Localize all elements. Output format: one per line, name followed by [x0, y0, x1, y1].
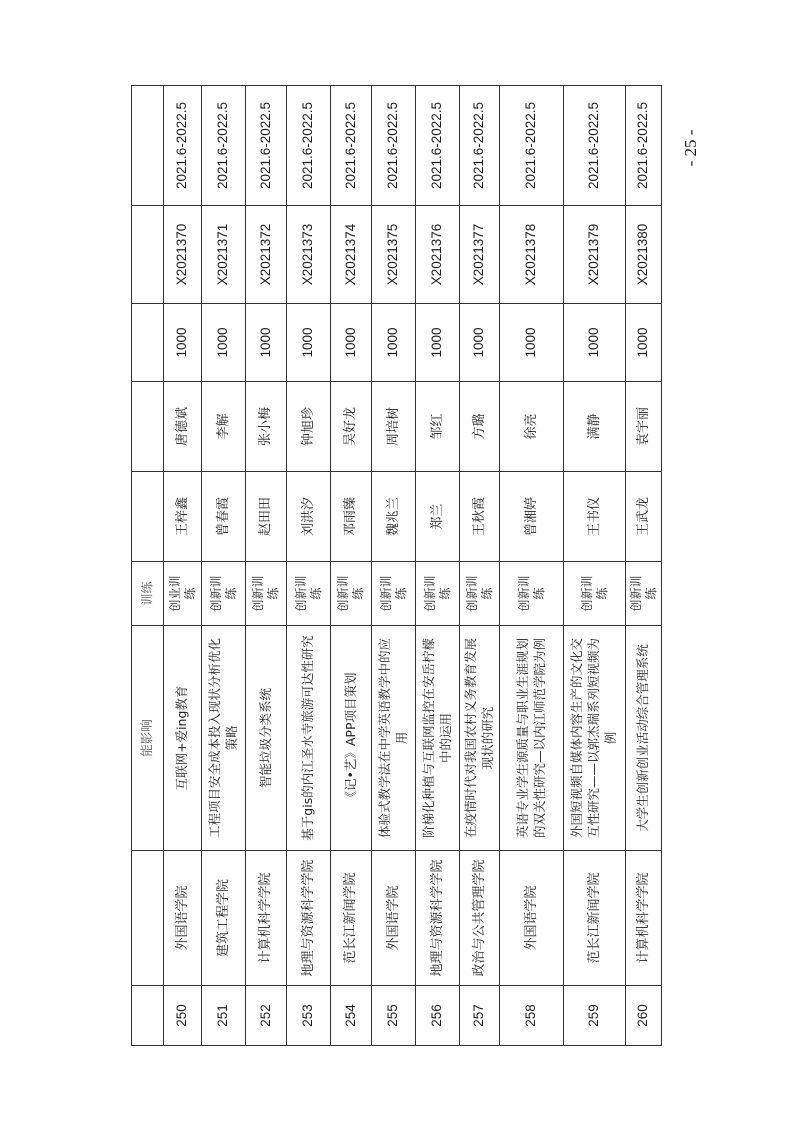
cell-project-partial: 能影响 [132, 626, 164, 851]
cell-college: 政治与公共管理学院 [460, 851, 500, 986]
cell-no: 258 [500, 986, 564, 1046]
cell-period: 2021.6-2022.5 [626, 86, 662, 206]
cell-project: 工程项目安全成本投入现状分析优化策略 [202, 626, 246, 851]
cell-leader: 刘洪汐 [287, 472, 331, 562]
cell-type: 创新训练 [287, 562, 331, 626]
cell-code: X2021374 [331, 206, 372, 304]
cell-period: 2021.6-2022.5 [372, 86, 416, 206]
cell-amount: 1000 [331, 304, 372, 382]
project-table [131, 85, 662, 1046]
cell-amount: 1000 [372, 304, 416, 382]
table-row [460, 86, 500, 1046]
page-number: - 25 - [681, 129, 700, 167]
cell-no: 251 [202, 986, 246, 1046]
cell-amount: 1000 [164, 304, 202, 382]
cell-leader: 曾春霞 [202, 472, 246, 562]
cell-type: 创业训练 [164, 562, 202, 626]
cell-no: 259 [564, 986, 626, 1046]
cell-period: 2021.6-2022.5 [564, 86, 626, 206]
table-row [331, 86, 372, 1046]
cell-period: 2021.6-2022.5 [500, 86, 564, 206]
cell-college: 外国语学院 [500, 851, 564, 986]
table-row [246, 86, 287, 1046]
cell-project: 《记•艺》APP项目策划 [331, 626, 372, 851]
table-row [626, 86, 662, 1046]
cell-no: 260 [626, 986, 662, 1046]
cell-period: 2021.6-2022.5 [202, 86, 246, 206]
cell-period: 2021.6-2022.5 [287, 86, 331, 206]
cell-college: 计算机科学学院 [626, 851, 662, 986]
table-row [500, 86, 564, 1046]
cell-advisor: 徐亮 [500, 382, 564, 472]
cell-no: 257 [460, 986, 500, 1046]
cell-project: 英语专业学生源质量与职业生涯规划的双关性研究—以内江师范学院为例 [500, 626, 564, 851]
cell-advisor: 吴好龙 [331, 382, 372, 472]
cell-code: X2021377 [460, 206, 500, 304]
cell-type: 创新训练 [564, 562, 626, 626]
cell-no: 256 [416, 986, 460, 1046]
cell-amount: 1000 [460, 304, 500, 382]
cell-advisor: 钟旭珍 [287, 382, 331, 472]
cell-type: 创新训练 [331, 562, 372, 626]
cell-empty [132, 382, 164, 472]
cell-advisor: 方璐 [460, 382, 500, 472]
cell-type: 创新训练 [500, 562, 564, 626]
cell-amount: 1000 [202, 304, 246, 382]
cell-empty [132, 206, 164, 304]
cell-project: 互联网+爱ing教育 [164, 626, 202, 851]
cell-college: 建筑工程学院 [202, 851, 246, 986]
cell-leader: 魏兆兰 [372, 472, 416, 562]
table-row [564, 86, 626, 1046]
cell-amount: 1000 [626, 304, 662, 382]
cell-college: 范长江新闻学院 [564, 851, 626, 986]
cell-empty [132, 472, 164, 562]
cell-no: 250 [164, 986, 202, 1046]
cell-type: 创新训练 [202, 562, 246, 626]
cell-period: 2021.6-2022.5 [416, 86, 460, 206]
cell-code: X2021375 [372, 206, 416, 304]
cell-leader: 王书仪 [564, 472, 626, 562]
table-row [287, 86, 331, 1046]
cell-advisor: 邹红 [416, 382, 460, 472]
cell-leader: 曾湘婷 [500, 472, 564, 562]
cell-no: 252 [246, 986, 287, 1046]
cell-code: X2021372 [246, 206, 287, 304]
cell-no: 255 [372, 986, 416, 1046]
cell-no: 254 [331, 986, 372, 1046]
cell-college: 地理与资源科学学院 [416, 851, 460, 986]
table-row [372, 86, 416, 1046]
cell-empty [132, 304, 164, 382]
cell-project: 在疫情时代对我国农村义务教育发展现状的研究 [460, 626, 500, 851]
cell-period: 2021.6-2022.5 [460, 86, 500, 206]
cell-project: 阶梯化种植与互联网监控在安岳柠檬中的运用 [416, 626, 460, 851]
cell-amount: 1000 [287, 304, 331, 382]
cell-period: 2021.6-2022.5 [246, 86, 287, 206]
cell-advisor: 李解 [202, 382, 246, 472]
cell-project: 外国短视频自媒体内容生产的文化交互性研究——以郭杰瑞系列短视频为例 [564, 626, 626, 851]
cell-leader: 郑兰 [416, 472, 460, 562]
cell-project: 智能垃圾分类系统 [246, 626, 287, 851]
cell-project: 基于gis的内江圣水寺旅游可达性研究 [287, 626, 331, 851]
cell-code: X2021371 [202, 206, 246, 304]
cell-type: 创新训练 [416, 562, 460, 626]
cell-advisor: 袁宇丽 [626, 382, 662, 472]
cell-amount: 1000 [246, 304, 287, 382]
cell-no: 253 [287, 986, 331, 1046]
cell-amount: 1000 [500, 304, 564, 382]
cell-college: 外国语学院 [164, 851, 202, 986]
cell-code: X2021378 [500, 206, 564, 304]
cell-college: 计算机科学学院 [246, 851, 287, 986]
cell-type: 创新训练 [460, 562, 500, 626]
cell-leader: 王武龙 [626, 472, 662, 562]
cell-period: 2021.6-2022.5 [331, 86, 372, 206]
cell-project: 大学生创新创业活动综合管理系统 [626, 626, 662, 851]
cell-leader: 赵田田 [246, 472, 287, 562]
cell-type: 创新训练 [626, 562, 662, 626]
cell-advisor: 唐德斌 [164, 382, 202, 472]
cell-amount: 1000 [564, 304, 626, 382]
cell-type: 创新训练 [372, 562, 416, 626]
cell-college: 范长江新闻学院 [331, 851, 372, 986]
cell-leader: 王梓鑫 [164, 472, 202, 562]
table-row [164, 86, 202, 1046]
cell-code: X2021380 [626, 206, 662, 304]
cell-amount: 1000 [416, 304, 460, 382]
cell-empty [132, 851, 164, 986]
table-row-partial [132, 86, 164, 1046]
cell-leader: 王秋霞 [460, 472, 500, 562]
cell-empty [132, 86, 164, 206]
table-row [202, 86, 246, 1046]
cell-empty [132, 986, 164, 1046]
cell-college: 地理与资源科学学院 [287, 851, 331, 986]
cell-code: X2021373 [287, 206, 331, 304]
cell-period: 2021.6-2022.5 [164, 86, 202, 206]
cell-advisor: 满静 [564, 382, 626, 472]
cell-code: X2021379 [564, 206, 626, 304]
cell-advisor: 张小梅 [246, 382, 287, 472]
cell-code: X2021376 [416, 206, 460, 304]
rotated-table-wrapper [131, 86, 661, 1046]
cell-college: 外国语学院 [372, 851, 416, 986]
cell-type: 创新训练 [246, 562, 287, 626]
cell-project: 体验式教学法在中学英语教学中的应用 [372, 626, 416, 851]
cell-leader: 邓雨臻 [331, 472, 372, 562]
table-row [416, 86, 460, 1046]
cell-type-partial: 训练 [132, 562, 164, 626]
cell-advisor: 周培树 [372, 382, 416, 472]
cell-code: X2021370 [164, 206, 202, 304]
